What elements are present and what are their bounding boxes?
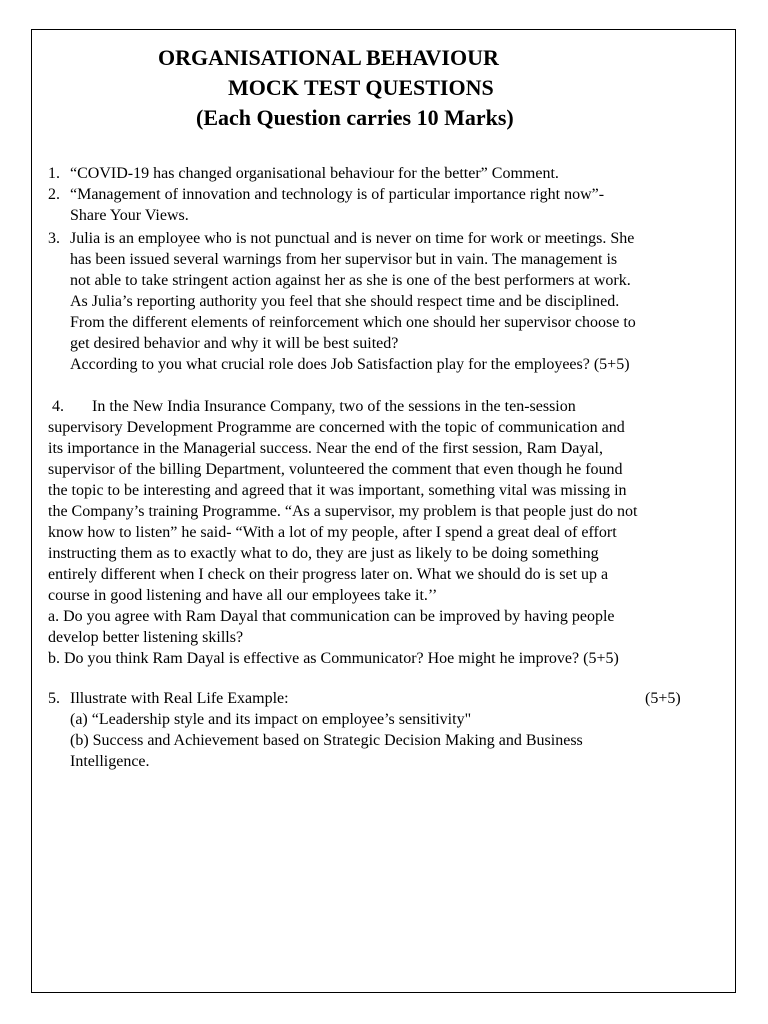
question-4-line: a. Do you agree with Ram Dayal that communication can be improved by having people — [48, 608, 615, 625]
question-2-line: Share Your Views. — [70, 207, 189, 224]
question-4-number: 4. — [52, 398, 64, 415]
question-3-line: has been issued several warnings from her supervisor but in vain. The management is — [70, 251, 618, 268]
question-4-line: supervisory Development Programme are concerned with the topic of communication and — [48, 419, 625, 436]
question-4-line: course in good listening and have all our employees take it.’’ — [48, 587, 438, 604]
title-line-2: MOCK TEST QUESTIONS — [228, 75, 494, 100]
question-3-line: As Julia’s reporting authority you feel that she should respect time and be disciplined. — [70, 293, 620, 310]
question-4-line: its importance in the Managerial success. Near the end of the first session, Ram Dayal, — [48, 440, 603, 457]
question-5-line: Illustrate with Real Life Example: — [70, 690, 289, 707]
question-5-line: Intelligence. — [70, 753, 150, 770]
question-3-line: Julia is an employee who is not punctual and is never on time for work or meetings. She — [70, 230, 635, 247]
question-4-line: know how to listen” he said- “With a lot of my people, after I spend a great deal of effort — [48, 524, 617, 541]
question-3-line: From the different elements of reinforcement which one should her supervisor choose to — [70, 314, 636, 331]
question-3-line: get desired behavior and why it will be best suited? — [70, 335, 399, 352]
question-2-line: “Management of innovation and technology is of particular importance right now”- — [70, 186, 605, 203]
question-5-number: 5. — [48, 690, 60, 707]
question-1-line: “COVID-19 has changed organisational behaviour for the better” Comment. — [70, 165, 559, 182]
question-4-line: b. Do you think Ram Dayal is effective as Communicator? Hoe might he improve? (5+5) — [48, 650, 619, 667]
question-1-number: 1. — [48, 165, 60, 182]
question-2-number: 2. — [48, 186, 60, 203]
title-line-1: ORGANISATIONAL BEHAVIOUR — [158, 45, 499, 70]
question-4-line: supervisor of the billing Department, volunteered the comment that even though he found — [48, 461, 623, 478]
question-3-number: 3. — [48, 230, 60, 247]
question-4-line: instructing them as to exactly what to do, they are just as likely to be doing something — [48, 545, 599, 562]
question-3-line: not able to take stringent action against her as she is one of the best performers at work. — [70, 272, 631, 289]
question-4-line: In the New India Insurance Company, two of the sessions in the ten-session — [92, 398, 576, 415]
title-line-3: (Each Question carries 10 Marks) — [196, 105, 514, 130]
question-5-line: (b) Success and Achievement based on Strategic Decision Making and Business — [70, 732, 583, 749]
question-4-line: the topic to be interesting and agreed that it was important, something vital was missing in — [48, 482, 627, 499]
question-5-line: (a) “Leadership style and its impact on employee’s sensitivity" — [70, 711, 472, 728]
question-4-line: develop better listening skills? — [48, 629, 244, 646]
question-4-line: entirely different when I check on their progress later on. What we should do is set up a — [48, 566, 609, 583]
question-3-line: According to you what crucial role does Job Satisfaction play for the employees? (5+5) — [70, 356, 630, 373]
question-4-line: the Company’s training Programme. “As a supervisor, my problem is that people just do not — [48, 503, 638, 520]
question-5-marks: (5+5) — [645, 690, 681, 707]
